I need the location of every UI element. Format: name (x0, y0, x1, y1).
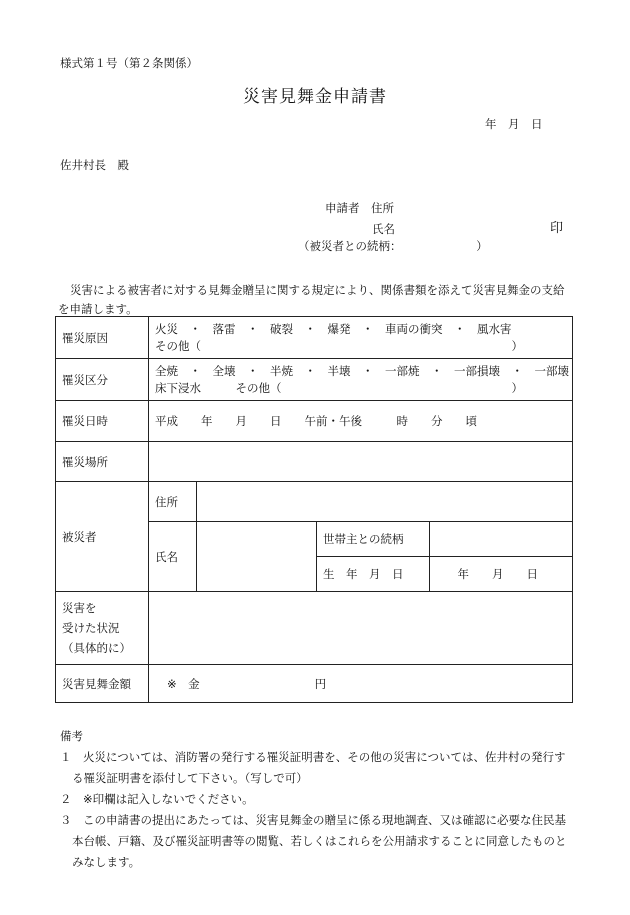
datetime-label: 罹災日時 (56, 401, 149, 442)
addressee: 佐井村長 殿 (60, 158, 129, 172)
situation-field[interactable] (149, 592, 573, 665)
category-row (56, 359, 573, 401)
date-line: 年 月 日 (485, 117, 543, 131)
victim-address-row (56, 482, 573, 522)
birth-field[interactable]: 年 月 日 (430, 557, 573, 592)
victim-address-label: 住所 (149, 482, 197, 522)
victim-label: 被災者 (56, 482, 149, 592)
category-field[interactable] (149, 359, 573, 401)
place-row (56, 442, 573, 482)
application-form-table (55, 316, 573, 703)
cause-field[interactable] (149, 317, 573, 359)
note-item: ３ この申請書の提出にあたっては、災害見舞金の贈呈に係る現地調査、又は確認に必要な住民基本台帳、戸籍、及び罹災証明書等の閲覧、若しくはこれらを公用請求することに同意したものとみなします。 (60, 813, 567, 869)
notes-section (60, 726, 570, 873)
relation-field[interactable] (430, 522, 573, 557)
situation-label (56, 592, 149, 665)
amount-label: 災害見舞金額 (56, 665, 149, 703)
victim-name-field[interactable] (197, 522, 317, 592)
situation-row (56, 592, 573, 665)
relationship-line: （被災者との続柄： ） (298, 239, 488, 253)
form-number-label: 様式第１号（第２条関係） (60, 56, 198, 70)
place-label: 罹災場所 (56, 442, 149, 482)
category-options: 全焼 ・ 全壊 ・ 半焼 ・ 半壊 ・ 一部焼 ・ 一部損壊 ・ 一部壊 (155, 363, 569, 378)
category-label: 罹災区分 (56, 359, 149, 401)
category-other: 床下浸水 その他（ ） (155, 380, 523, 395)
page-title: 災害見舞金申請書 (243, 87, 387, 107)
note-item: １ 火災については、消防署の発行する罹災証明書を、その他の災害については、佐井村の発行する罹災証明書を添付して下さい。（写しで可） (60, 750, 566, 785)
cause-row (56, 317, 573, 359)
amount-field[interactable]: ※ 金 円 (149, 665, 573, 703)
place-field[interactable] (149, 442, 573, 482)
notes-heading: 備考 (60, 729, 83, 743)
amount-row (56, 665, 573, 703)
cause-other: その他（ ） (155, 338, 523, 353)
victim-address-field[interactable] (197, 482, 573, 522)
cause-options: 火災 ・ 落雷 ・ 破裂 ・ 爆発 ・ 車両の衝突 ・ 風水害 (155, 321, 512, 336)
datetime-row (56, 401, 573, 442)
seal-mark: 印 (550, 221, 564, 236)
note-item: ２ ※印欄は記入しないでください。 (60, 792, 254, 806)
applicant-name-label: 氏名 (372, 222, 395, 236)
birth-label: 生 年 月 日 (317, 557, 430, 592)
cause-label: 罹災原因 (56, 317, 149, 359)
situation-label-line: （具体的に） (62, 641, 131, 655)
intro-paragraph: 災害による被害者に対する見舞金贈呈に関する規定により、関係書類を添えて災害見舞金の支給を申請します。 (58, 283, 565, 316)
datetime-field[interactable]: 平成 年 月 日 午前・午後 時 分 頃 (149, 401, 573, 442)
applicant-address-label: 申請者 住所 (325, 201, 394, 215)
situation-label-line: 災害を (62, 601, 97, 615)
relation-label: 世帯主との続柄 (317, 522, 430, 557)
victim-name-label: 氏名 (149, 522, 197, 592)
situation-label-line: 受けた状況 (62, 621, 120, 635)
